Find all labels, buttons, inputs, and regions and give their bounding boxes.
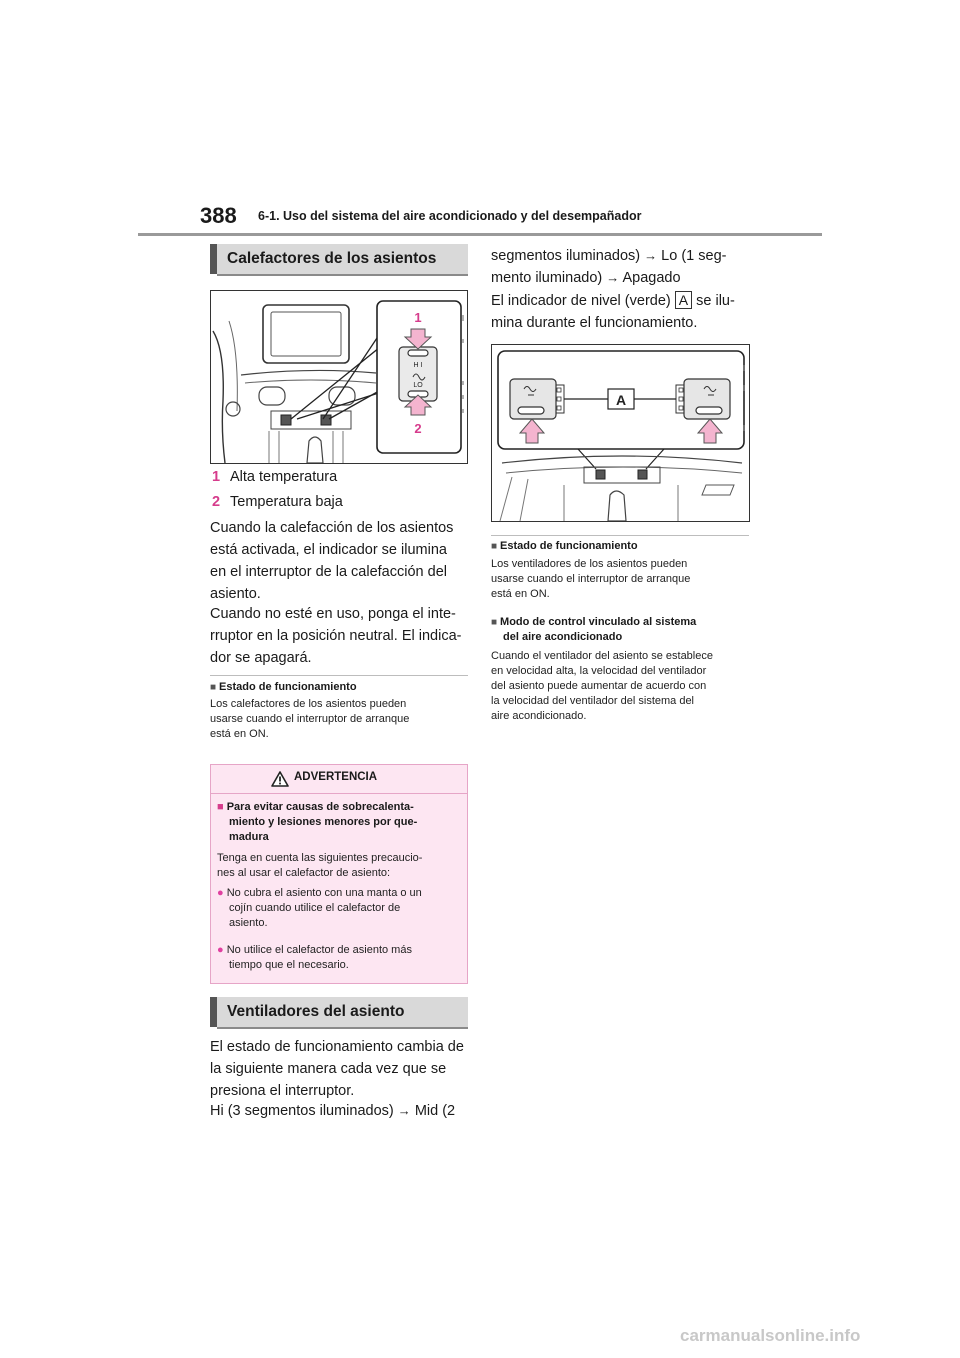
item-low-temp: [212, 491, 343, 513]
text-line: la velocidad del ventilador del sistema del: [491, 695, 695, 707]
text-line: Los ventiladores de los asientos pueden: [491, 558, 688, 570]
item-number: 1: [212, 469, 221, 485]
paragraph-neutral: [210, 603, 472, 669]
text-line: nes al usar el calefactor de asiento:: [217, 867, 391, 879]
warning-intro: [217, 851, 422, 881]
square-bullet-icon: ■: [210, 682, 217, 693]
text-segment: segmentos iluminados): [491, 248, 641, 264]
text-line: usarse cuando el interruptor de arranque: [210, 713, 410, 725]
item-high-temp: [212, 466, 337, 488]
warning-bullet-1: [217, 886, 422, 931]
text-line: asiento.: [210, 586, 261, 602]
callout-label-a: A: [615, 392, 627, 408]
square-bullet-icon: ■: [491, 541, 498, 552]
text-line: usarse cuando el interruptor de arranque: [491, 573, 691, 585]
section-title-seat-heaters: [210, 244, 468, 274]
subheading-linked-mode: [491, 615, 696, 645]
warning-heading: [217, 800, 417, 845]
text-line: asiento.: [229, 917, 268, 929]
text-line: rruptor en la posición neutral. El indica-: [210, 628, 462, 644]
text-line: está activada, el indicador se ilumina: [210, 542, 447, 558]
item-text: Temperatura baja: [230, 494, 343, 510]
text-segment: mento iluminado): [491, 270, 603, 286]
text-line: madura: [229, 831, 269, 843]
square-bullet-icon: ■: [491, 617, 498, 628]
text-segment: El indicador de nivel (verde): [491, 293, 671, 309]
subheading-fan-operating-state: [491, 540, 638, 552]
seat-fan-figure: [491, 344, 750, 522]
paragraph-fan-state: [210, 1036, 472, 1102]
callout-label-1: 1: [414, 310, 422, 325]
lo-label: LO: [413, 382, 423, 389]
chapter-title: 6-1. Uso del sistema del aire acondicionado y del desempañador: [258, 209, 642, 223]
paragraph-level-indicator: [491, 290, 761, 334]
text-line: está en ON.: [210, 728, 269, 740]
section-title-text: Ventiladores del asiento: [227, 1003, 405, 1020]
warning-title-bar: [211, 765, 467, 794]
subheading-text: Estado de funcionamiento: [500, 540, 638, 552]
text-segment: Hi (3 segmentos iluminados): [210, 1103, 394, 1119]
header-rule: [138, 233, 822, 236]
arrow-right-icon: →: [606, 270, 620, 285]
arrow-right-icon: →: [397, 1103, 411, 1118]
hi-label: H I: [413, 362, 423, 369]
item-number: 2: [212, 494, 221, 510]
text-line: aire acondicionado.: [491, 710, 587, 722]
bullet-icon: ●: [217, 944, 227, 956]
text-line: Para evitar causas de sobrecalenta-: [226, 801, 414, 813]
paragraph-heater-on: [210, 517, 472, 605]
text-line: la siguiente manera cada vez que se: [210, 1061, 447, 1077]
text-line: No utilice el calefactor de asiento más: [226, 944, 412, 956]
text-line: mina durante el funcionamiento.: [491, 315, 698, 331]
text-line: El estado de funcionamiento cambia de: [210, 1039, 464, 1055]
text-line: Los calefactores de los asientos pueden: [210, 698, 407, 710]
bullet-icon: ●: [217, 887, 227, 899]
text-line: miento y lesiones menores por que-: [229, 816, 418, 828]
text-line: presiona el interruptor.: [210, 1083, 355, 1099]
seat-heater-figure: [210, 290, 468, 464]
section-title-seat-fans: [210, 997, 468, 1027]
warning-box: [210, 764, 468, 984]
dashboard-illustration: [211, 291, 467, 463]
text-line: Cuando no esté en uso, ponga el inte-: [210, 606, 456, 622]
text-line: dor se apagará.: [210, 650, 312, 666]
warning-triangle-icon: [271, 771, 289, 787]
text-segment: Mid (2: [414, 1103, 456, 1119]
arrow-right-icon: →: [644, 248, 658, 263]
warning-title: ADVERTENCIA: [294, 771, 378, 783]
text-segment: se ilu-: [696, 293, 735, 309]
item-text: Alta temperatura: [230, 469, 338, 485]
page-number: 388: [200, 203, 237, 228]
label-a-box: A: [675, 291, 692, 309]
text-line: del asiento puede aumentar de acuerdo con: [491, 680, 707, 692]
subtext-operating-state: [210, 697, 409, 742]
text-line: Cuando el ventilador del asiento se establece: [491, 650, 713, 662]
subtext-linked-mode: [491, 649, 713, 724]
text-line: está en ON.: [491, 588, 550, 600]
subheading-text: Estado de funcionamiento: [219, 681, 357, 693]
paragraph-fan-sequence-cont: [491, 245, 761, 289]
section-title-text: Calefactores de los asientos: [227, 250, 437, 267]
text-line: en el interruptor de la calefacción del: [210, 564, 447, 580]
warning-bullet-2: [217, 943, 412, 973]
text-line: Tenga en cuenta las siguientes precaucio-: [217, 852, 423, 864]
text-segment: Lo (1 seg-: [661, 248, 727, 264]
text-line: en velocidad alta, la velocidad del ventilador: [491, 665, 707, 677]
divider: [210, 675, 468, 676]
text-line: del aire acondicionado: [503, 631, 623, 643]
divider: [491, 535, 749, 536]
text-line: Modo de control vinculado al sistema: [500, 616, 697, 628]
text-line: tiempo que el necesario.: [229, 959, 349, 971]
text-line: Cuando la calefacción de los asientos: [210, 520, 454, 536]
text-segment: Apagado: [622, 270, 681, 286]
fan-switch-illustration: [492, 345, 749, 521]
paragraph-fan-sequence-start: [210, 1100, 472, 1122]
callout-label-2: 2: [414, 421, 422, 436]
pink-square-icon: ■: [217, 801, 227, 813]
subheading-operating-state: [210, 681, 357, 693]
text-line: cojín cuando utilice el calefactor de: [229, 902, 401, 914]
subtext-fan-operating-state: [491, 557, 690, 602]
text-line: No cubra el asiento con una manta o un: [226, 887, 422, 899]
watermark: carmanualsonline.info: [680, 1326, 861, 1345]
